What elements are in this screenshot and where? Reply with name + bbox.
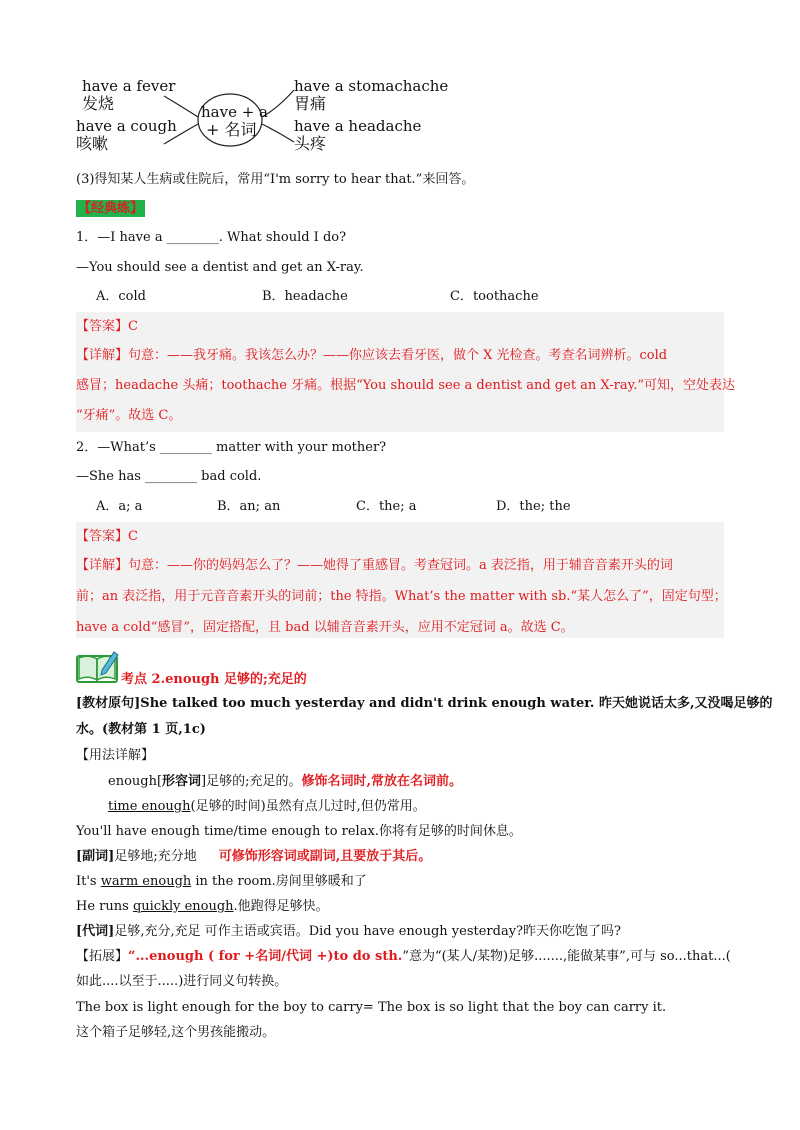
kp2-adv-rule: 可修饰形容词或副词,且要放于其后。 [218, 849, 432, 864]
kp2-ext-rest: ”意为“(某人/某物)足够.......,能做某事”,可与 so...that...( [402, 949, 731, 964]
q2-detail-line1: 【详解】句意：——你的妈妈怎么了？——她得了重感冒。考查冠词。a 表泛指，用于辅音音素开头的词 [76, 558, 673, 573]
q2-option-a: A．a; a [96, 499, 143, 514]
kp2-warm-phrase: warm enough [100, 874, 192, 889]
kp2-adv-tag: [副词] [76, 849, 115, 864]
classic-practice-label [76, 199, 145, 219]
diagram-center-line1: have + a [201, 103, 269, 121]
kp2-extension-line2: 如此....以至于.....)进行同义句转换。 [76, 974, 288, 989]
kp2-pronoun-line [76, 922, 621, 942]
q1-answer: 【答案】C [76, 319, 138, 334]
classic-practice-label-text: 【经典练】 [78, 201, 144, 216]
diagram-left-top-cn: 发烧 [82, 94, 115, 113]
q2-line2: —She has ________ bad cold. [76, 469, 262, 484]
kp2-warm-pre: It's [76, 874, 101, 889]
kp2-extension-line1 [76, 947, 731, 967]
kp2-pron-text: 足够,充分,充足 可作主语或宾语。Did you have enough yesterday?昨天你吃饱了吗? [114, 924, 622, 939]
kp2-time-enough-rest: (足够的时间)虽然有点儿过时,但仍常用。 [190, 799, 426, 814]
diagram-right-top-cn: 胃痛 [294, 94, 327, 113]
kp2-example1: You'll have enough time/time enough to relax.你将有足够的时间休息。 [76, 824, 522, 839]
diagram-center-line2: + 名词 [206, 120, 257, 139]
kp2-time-enough-phrase: time enough [108, 799, 191, 814]
diagram-right-bottom-en: have a headache [294, 117, 422, 135]
kp2-adv-text: 足够地;充分地 [114, 849, 197, 864]
diagram-right-bottom-cn: 头疼 [294, 134, 327, 153]
diagram-right-top-en: have a stomachache [294, 77, 449, 95]
q1-option-a: A．cold [96, 289, 146, 304]
kp2-box-example-cn: 这个箱子足够轻,这个男孩能搬动。 [76, 1025, 276, 1040]
kp2-usage-label: 【用法详解】 [76, 748, 155, 763]
kp2-pron-tag: [代词] [76, 924, 115, 939]
q2-option-d: D．the; the [496, 499, 571, 514]
q2-detail-line3: have a cold“感冒”，固定搭配，且 bad 以辅音音素开头，应用不定冠词 a。故选 C。 [76, 620, 574, 635]
kp2-runs-pre: He runs [76, 899, 133, 914]
kp2-time-enough-line [108, 797, 426, 817]
kp2-original-line1: [教材原句]She talked too much yesterday and didn't drink enough water. 昨天她说话太多,又没喝足够的 [76, 696, 773, 711]
q1-option-c: C．toothache [450, 289, 539, 304]
kp2-ext-pattern: “...enough ( for +名词/代词 +)to do sth. [128, 949, 403, 964]
q1-detail-line3: “牙痛”。故选 C。 [76, 408, 182, 423]
kp2-adj-post: ]足够的;充足的。 [201, 774, 302, 789]
q2-option-b: B．an; an [217, 499, 281, 514]
open-book-pencil-icon [76, 648, 120, 684]
kp2-warm-post: in the room.房间里够暖和了 [191, 874, 367, 889]
kp2-runs-post: .他跑得足够快。 [233, 899, 329, 914]
q1-line1: 1．—I have a ________. What should I do? [76, 230, 347, 245]
kp2-adj-rule: 修饰名词时,常放在名词前。 [301, 774, 463, 789]
q1-option-b: B．headache [262, 289, 348, 304]
q2-line1: 2．—What’s ________ matter with your mother? [76, 440, 387, 455]
kp2-runs-line [76, 897, 329, 917]
diagram-left-bottom-en: have a cough [76, 117, 177, 135]
q1-line2: —You should see a dentist and get an X-ray. [76, 260, 364, 275]
kp2-adverb-line [76, 847, 431, 867]
q1-detail-line1: 【详解】句意：——我牙痛。我该怎么办？——你应该去看牙医，做个 X 光检查。考查名词辨析。cold [76, 348, 668, 363]
q2-answer: 【答案】C [76, 529, 138, 544]
note-3: (3)得知某人生病或住院后，常用“I'm sorry to hear that.”来回答。 [76, 172, 475, 187]
diagram-left-top-en: have a fever [82, 77, 176, 95]
kp2-adj-pre: enough[ [108, 774, 163, 789]
kp2-adj-tag: 形容词 [162, 774, 202, 789]
q1-detail-line2: 感冒；headache 头痛；toothache 牙痛。根据“You should see a dentist and get an X-ray.”可知，空处表达 [76, 378, 735, 393]
kp2-adjective-line [108, 772, 462, 792]
q2-detail-line2: 前；an 表泛指，用于元音音素开头的词前；the 特指。What’s the matter with sb.“某人怎么了”，固定句型； [76, 589, 727, 604]
diagram-left-bottom-cn: 咳嗽 [76, 134, 109, 153]
kp2-runs-phrase: quickly enough [132, 899, 234, 914]
kp2-title: 考点 2.enough 足够的;充足的 [121, 672, 307, 687]
kp2-ext-label: 【拓展】 [76, 949, 129, 964]
kp2-original-line2: 水。(教材第 1 页,1c) [76, 722, 206, 737]
q2-option-c: C．the; a [356, 499, 417, 514]
kp2-warm-line [76, 872, 367, 892]
kp2-box-example-en: The box is light enough for the boy to carry= The box is so light that the boy can carry it. [76, 1000, 667, 1015]
